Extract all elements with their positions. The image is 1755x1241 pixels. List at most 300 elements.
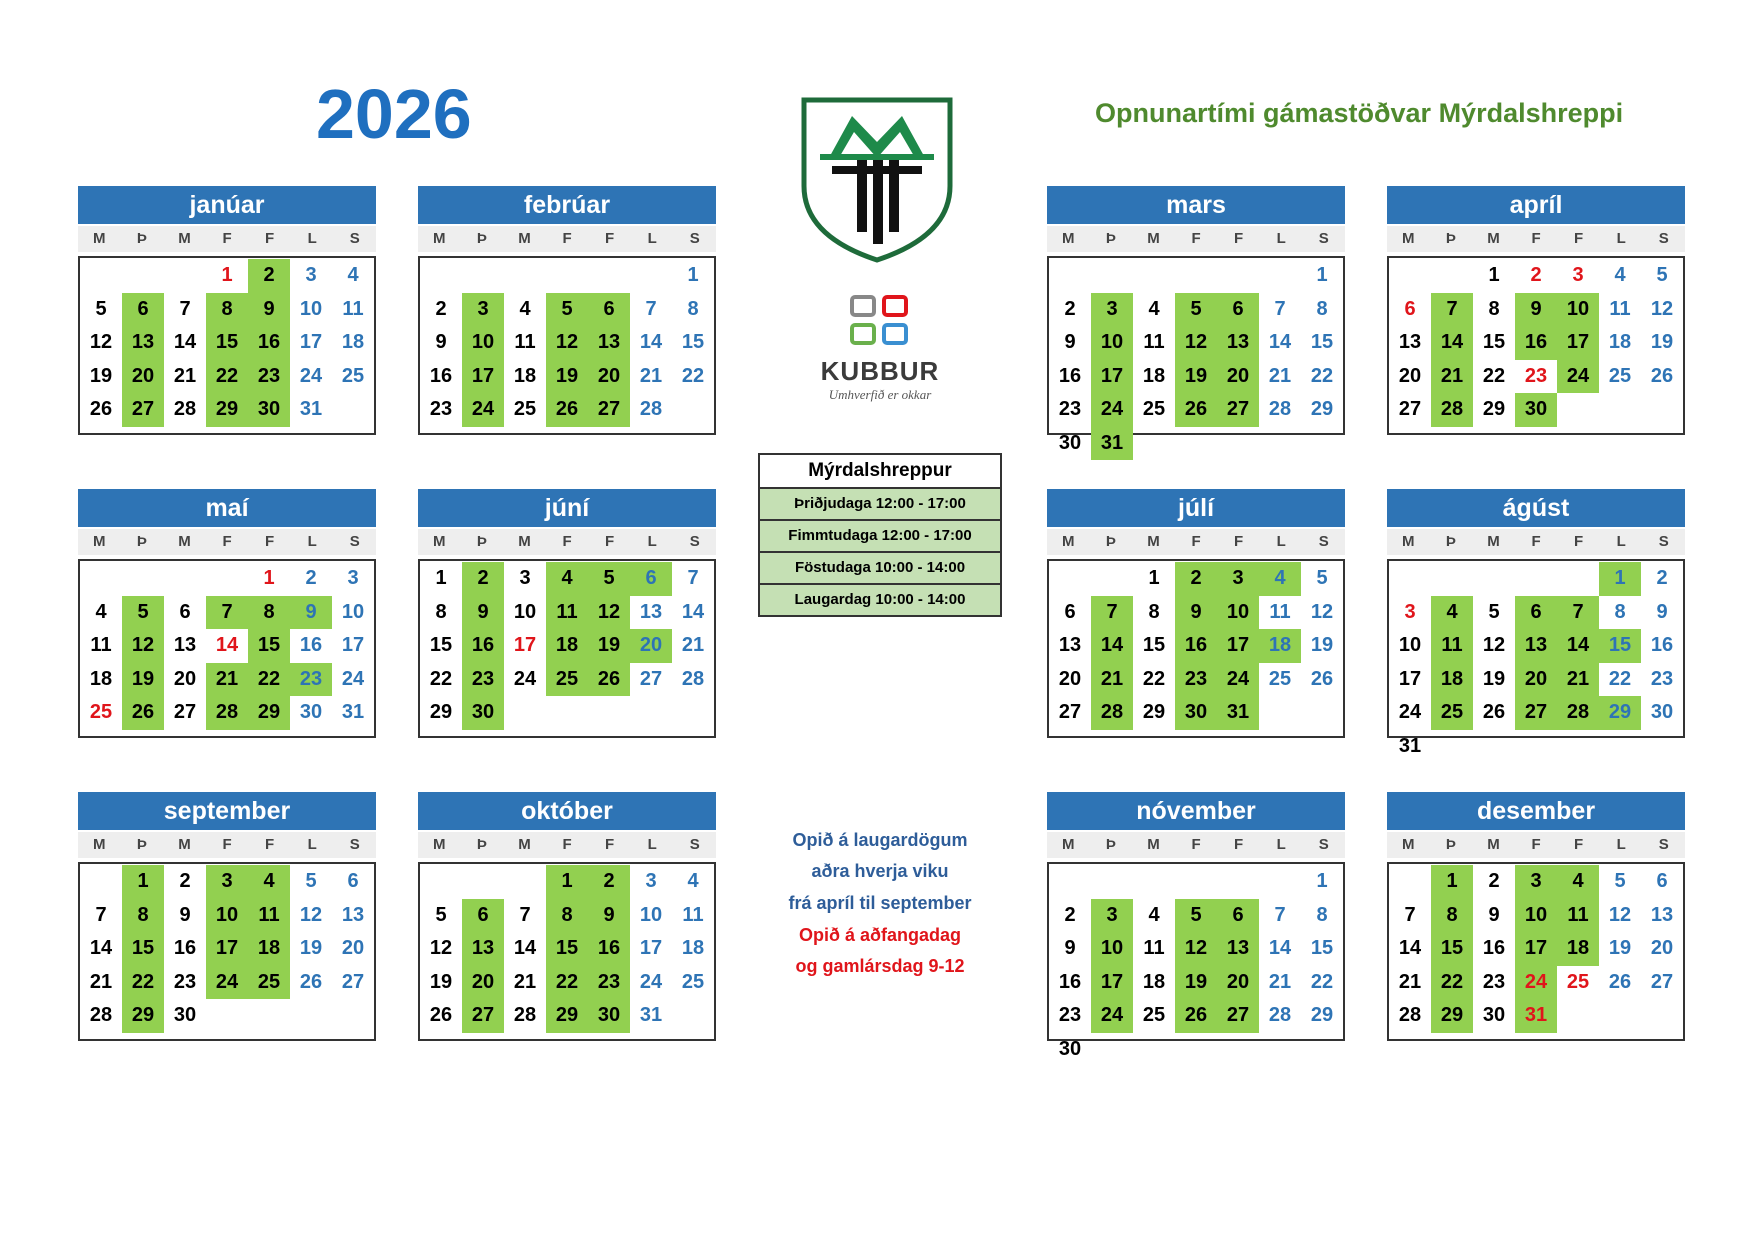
day-cell: 7 xyxy=(645,297,657,320)
day-cell: 4 xyxy=(248,865,290,899)
kubbur-name: KUBBUR xyxy=(820,356,940,386)
empty-cell xyxy=(630,259,672,293)
day-cell: 14 xyxy=(215,634,239,657)
weekday-label: F xyxy=(1191,230,1201,247)
day-grid xyxy=(78,862,376,1041)
weekday-label: Þ xyxy=(476,836,487,853)
day-cell: 4 xyxy=(519,297,531,320)
day-cell: 15 xyxy=(1599,629,1641,663)
day-cell: 15 xyxy=(429,634,453,657)
empty-cell xyxy=(164,562,206,596)
weekday-label: S xyxy=(689,533,700,550)
weekday-label: L xyxy=(647,533,657,550)
kubbur-logo xyxy=(805,295,955,403)
day-cell: 12 xyxy=(1482,634,1506,657)
month-name: september xyxy=(78,792,376,830)
day-cell: 17 xyxy=(1557,326,1599,360)
day-cell: 6 xyxy=(179,600,191,623)
day-cell: 25 xyxy=(1142,1004,1166,1027)
day-cell: 15 xyxy=(1431,932,1473,966)
empty-cell xyxy=(1389,865,1431,899)
day-cell: 14 xyxy=(1431,326,1473,360)
day-cell: 26 xyxy=(546,393,588,427)
day-cell: 5 xyxy=(1316,567,1328,590)
day-cell: 20 xyxy=(122,360,164,394)
day-cell: 9 xyxy=(462,596,504,630)
month-name: desember xyxy=(1387,792,1685,830)
day-cell: 29 xyxy=(1431,999,1473,1033)
weekday-label: F xyxy=(265,230,275,247)
day-cell: 9 xyxy=(1064,331,1076,354)
weekday-header xyxy=(1387,226,1685,252)
day-cell: 5 xyxy=(122,596,164,630)
weekday-label: Þ xyxy=(1105,533,1116,550)
weekday-label: S xyxy=(1658,836,1669,853)
day-cell: 12 xyxy=(1175,326,1217,360)
day-cell: 23 xyxy=(429,398,453,421)
weekday-label: M xyxy=(1402,836,1415,853)
day-cell: 13 xyxy=(122,326,164,360)
shield-logo-icon xyxy=(800,96,954,264)
day-cell: 24 xyxy=(513,667,537,690)
day-cell: 16 xyxy=(1058,364,1082,387)
day-cell: 12 xyxy=(1175,932,1217,966)
weekday-label: S xyxy=(1658,230,1669,247)
weekday-label: L xyxy=(1616,230,1626,247)
day-cell: 18 xyxy=(1557,932,1599,966)
weekday-label: F xyxy=(1531,230,1541,247)
day-cell: 9 xyxy=(435,331,447,354)
day-cell: 23 xyxy=(1175,663,1217,697)
day-cell: 5 xyxy=(1175,899,1217,933)
day-cell: 29 xyxy=(1482,398,1506,421)
day-cell: 21 xyxy=(639,364,663,387)
day-cell: 26 xyxy=(299,970,323,993)
day-cell: 29 xyxy=(122,999,164,1033)
day-cell: 17 xyxy=(1091,360,1133,394)
day-cell: 5 xyxy=(1488,600,1500,623)
day-cell: 24 xyxy=(639,970,663,993)
day-cell: 20 xyxy=(341,937,365,960)
day-cell: 22 xyxy=(1431,966,1473,1000)
day-cell: 18 xyxy=(89,667,113,690)
day-cell: 2 xyxy=(435,297,447,320)
weekday-label: M xyxy=(1147,230,1160,247)
weekday-label: F xyxy=(1234,230,1244,247)
day-cell: 30 xyxy=(1482,1004,1506,1027)
month-name: febrúar xyxy=(418,186,716,224)
empty-cell xyxy=(1431,562,1473,596)
day-cell: 16 xyxy=(429,364,453,387)
month-name: janúar xyxy=(78,186,376,224)
weekday-label: Þ xyxy=(476,533,487,550)
weekday-label: F xyxy=(265,533,275,550)
month-2 xyxy=(418,186,716,435)
day-cell: 12 xyxy=(89,331,113,354)
weekday-label: F xyxy=(1531,533,1541,550)
day-cell: 22 xyxy=(122,966,164,1000)
day-cell: 31 xyxy=(1091,427,1133,461)
weekday-label: M xyxy=(93,533,106,550)
hours-row: Föstudaga 10:00 - 14:00 xyxy=(760,553,1000,585)
day-cell: 21 xyxy=(681,634,705,657)
day-cell: 21 xyxy=(1431,360,1473,394)
day-cell: 30 xyxy=(1650,701,1674,724)
weekday-label: M xyxy=(178,230,191,247)
day-cell: 8 xyxy=(435,600,447,623)
day-cell: 4 xyxy=(95,600,107,623)
day-cell: 11 xyxy=(514,331,536,354)
day-cell: 9 xyxy=(1656,600,1668,623)
day-cell: 29 xyxy=(1310,1004,1334,1027)
day-grid xyxy=(418,256,716,435)
day-cell: 2 xyxy=(1175,562,1217,596)
day-cell: 26 xyxy=(1482,701,1506,724)
recycle-blocks-icon xyxy=(850,295,910,347)
day-cell: 9 xyxy=(290,596,332,630)
day-cell: 12 xyxy=(1608,903,1632,926)
note-line: Opið á laugardögum xyxy=(792,830,968,850)
day-cell: 20 xyxy=(1515,663,1557,697)
day-cell: 20 xyxy=(173,667,197,690)
day-cell: 15 xyxy=(1310,937,1334,960)
day-cell: 15 xyxy=(122,932,164,966)
weekday-label: M xyxy=(1062,533,1075,550)
day-cell: 6 xyxy=(588,293,630,327)
day-cell: 23 xyxy=(1524,364,1548,387)
day-cell: 19 xyxy=(1482,667,1506,690)
empty-cell xyxy=(1049,562,1091,596)
weekday-label: Þ xyxy=(476,230,487,247)
day-cell: 24 xyxy=(1515,966,1557,1000)
day-cell: 3 xyxy=(645,870,657,893)
day-grid xyxy=(1047,256,1345,454)
day-cell: 10 xyxy=(341,600,365,623)
day-cell: 16 xyxy=(1175,629,1217,663)
day-cell: 1 xyxy=(546,865,588,899)
day-cell: 31 xyxy=(639,1004,663,1027)
day-cell: 28 xyxy=(1398,1004,1422,1027)
day-cell: 18 xyxy=(1608,331,1632,354)
day-cell: 29 xyxy=(546,999,588,1033)
day-cell: 20 xyxy=(1058,667,1082,690)
day-cell: 12 xyxy=(1650,297,1674,320)
note-line: og gamlársdag 9-12 xyxy=(795,956,965,976)
day-cell: 11 xyxy=(90,634,112,657)
day-cell: 2 xyxy=(305,567,317,590)
day-cell: 4 xyxy=(347,264,359,287)
day-cell: 26 xyxy=(122,696,164,730)
day-cell: 8 xyxy=(1431,899,1473,933)
day-cell: 19 xyxy=(299,937,323,960)
weekday-label: M xyxy=(93,836,106,853)
empty-cell xyxy=(1091,259,1133,293)
day-cell: 3 xyxy=(519,567,531,590)
day-cell: 1 xyxy=(122,865,164,899)
day-cell: 7 xyxy=(1557,596,1599,630)
weekday-label: F xyxy=(1531,836,1541,853)
day-cell: 17 xyxy=(462,360,504,394)
month-7 xyxy=(1047,489,1345,738)
day-cell: 19 xyxy=(89,364,113,387)
day-cell: 26 xyxy=(588,663,630,697)
day-cell: 20 xyxy=(1398,364,1422,387)
day-cell: 13 xyxy=(1217,326,1259,360)
day-cell: 29 xyxy=(248,696,290,730)
day-cell: 15 xyxy=(206,326,248,360)
weekday-label: S xyxy=(349,230,360,247)
day-cell: 2 xyxy=(179,870,191,893)
empty-cell xyxy=(1091,865,1133,899)
day-grid xyxy=(418,862,716,1041)
day-cell: 3 xyxy=(347,567,359,590)
month-name: maí xyxy=(78,489,376,527)
day-cell: 22 xyxy=(206,360,248,394)
day-cell: 8 xyxy=(122,899,164,933)
day-cell: 12 xyxy=(1310,600,1334,623)
day-cell: 6 xyxy=(1404,297,1416,320)
empty-cell xyxy=(1133,865,1175,899)
month-name: nóvember xyxy=(1047,792,1345,830)
day-cell: 24 xyxy=(1217,663,1259,697)
day-cell: 30 xyxy=(1515,393,1557,427)
weekday-label: F xyxy=(1574,533,1584,550)
day-cell: 14 xyxy=(639,331,663,354)
day-cell: 8 xyxy=(206,293,248,327)
day-cell: 8 xyxy=(1488,297,1500,320)
day-cell: 11 xyxy=(1557,899,1599,933)
opening-hours-table xyxy=(758,453,1002,617)
day-cell: 20 xyxy=(1650,937,1674,960)
month-9 xyxy=(78,792,376,1041)
day-cell: 17 xyxy=(513,634,537,657)
day-cell: 13 xyxy=(462,932,504,966)
day-cell: 28 xyxy=(1557,696,1599,730)
month-name: ágúst xyxy=(1387,489,1685,527)
weekday-label: M xyxy=(1147,836,1160,853)
empty-cell xyxy=(1389,562,1431,596)
weekday-label: S xyxy=(349,836,360,853)
day-cell: 6 xyxy=(1515,596,1557,630)
empty-cell xyxy=(588,259,630,293)
day-cell: 27 xyxy=(1217,999,1259,1033)
empty-cell xyxy=(1515,562,1557,596)
empty-cell xyxy=(1049,259,1091,293)
day-cell: 1 xyxy=(687,264,699,287)
day-cell: 22 xyxy=(429,667,453,690)
day-cell: 13 xyxy=(1058,634,1082,657)
day-cell: 13 xyxy=(1217,932,1259,966)
weekday-label: M xyxy=(433,836,446,853)
day-cell: 28 xyxy=(1268,398,1292,421)
day-cell: 22 xyxy=(1482,364,1506,387)
day-cell: 29 xyxy=(429,701,453,724)
day-cell: 10 xyxy=(299,297,323,320)
day-cell: 3 xyxy=(462,293,504,327)
day-cell: 2 xyxy=(1488,870,1500,893)
weekday-label: L xyxy=(647,836,657,853)
day-cell: 1 xyxy=(435,567,447,590)
weekday-label: M xyxy=(518,533,531,550)
empty-cell xyxy=(164,259,206,293)
day-cell: 14 xyxy=(513,937,537,960)
weekday-label: M xyxy=(518,836,531,853)
day-cell: 15 xyxy=(546,932,588,966)
day-cell: 18 xyxy=(1142,970,1166,993)
day-cell: 24 xyxy=(1091,393,1133,427)
day-cell: 31 xyxy=(299,398,323,421)
weekday-label: Þ xyxy=(1445,230,1456,247)
day-cell: 4 xyxy=(687,870,699,893)
day-cell: 19 xyxy=(1650,331,1674,354)
day-cell: 23 xyxy=(1482,970,1506,993)
day-cell: 11 xyxy=(682,903,704,926)
weekday-label: M xyxy=(1487,836,1500,853)
empty-cell xyxy=(546,259,588,293)
day-cell: 24 xyxy=(1557,360,1599,394)
day-cell: 6 xyxy=(462,899,504,933)
day-cell: 3 xyxy=(1091,293,1133,327)
weekday-label: M xyxy=(93,230,106,247)
empty-cell xyxy=(80,259,122,293)
day-grid xyxy=(418,559,716,738)
day-cell: 11 xyxy=(248,899,290,933)
day-cell: 7 xyxy=(1431,293,1473,327)
weekday-label: F xyxy=(265,836,275,853)
note-line: Opið á aðfangadag xyxy=(798,925,962,945)
day-cell: 28 xyxy=(681,667,705,690)
page-title: Opnunartími gámastöðvar Mýrdalshreppi xyxy=(1095,98,1624,128)
day-cell: 23 xyxy=(173,970,197,993)
day-cell: 24 xyxy=(206,966,248,1000)
day-cell: 13 xyxy=(1515,629,1557,663)
day-cell: 19 xyxy=(1175,360,1217,394)
day-cell: 13 xyxy=(1398,331,1422,354)
day-cell: 27 xyxy=(1058,701,1082,724)
day-cell: 10 xyxy=(513,600,537,623)
day-cell: 26 xyxy=(1608,970,1632,993)
day-cell: 21 xyxy=(1398,970,1422,993)
day-cell: 3 xyxy=(1572,264,1584,287)
weekday-label: L xyxy=(647,230,657,247)
day-cell: 9 xyxy=(588,899,630,933)
day-cell: 2 xyxy=(248,259,290,293)
day-cell: 26 xyxy=(1175,393,1217,427)
weekday-header xyxy=(78,832,376,858)
day-cell: 24 xyxy=(341,667,365,690)
weekday-label: L xyxy=(1616,836,1626,853)
day-cell: 20 xyxy=(462,966,504,1000)
empty-cell xyxy=(1175,259,1217,293)
weekday-header xyxy=(1387,832,1685,858)
weekday-label: M xyxy=(1402,230,1415,247)
month-8 xyxy=(1387,489,1685,757)
day-cell: 21 xyxy=(1268,970,1292,993)
weekday-label: M xyxy=(518,230,531,247)
day-cell: 28 xyxy=(89,1004,113,1027)
day-cell: 1 xyxy=(221,264,233,287)
day-cell: 15 xyxy=(248,629,290,663)
day-cell: 21 xyxy=(1557,663,1599,697)
day-cell: 5 xyxy=(305,870,317,893)
weekday-label: Þ xyxy=(136,533,147,550)
weekday-label: F xyxy=(1191,836,1201,853)
day-cell: 13 xyxy=(1650,903,1674,926)
weekday-label: M xyxy=(433,230,446,247)
hours-heading: Mýrdalshreppur xyxy=(760,455,1000,489)
year-title: 2026 xyxy=(316,75,472,153)
day-cell: 16 xyxy=(1482,937,1506,960)
day-cell: 3 xyxy=(206,865,248,899)
day-cell: 23 xyxy=(588,966,630,1000)
day-cell: 24 xyxy=(1398,701,1422,724)
hours-row: Þriðjudaga 12:00 - 17:00 xyxy=(760,489,1000,521)
weekday-label: Þ xyxy=(1105,836,1116,853)
day-cell: 22 xyxy=(1142,667,1166,690)
day-cell: 18 xyxy=(513,364,537,387)
day-cell: 5 xyxy=(1175,293,1217,327)
day-cell: 21 xyxy=(206,663,248,697)
day-cell: 23 xyxy=(248,360,290,394)
day-cell: 21 xyxy=(513,970,537,993)
day-cell: 23 xyxy=(290,663,332,697)
weekday-header xyxy=(78,226,376,252)
day-cell: 12 xyxy=(588,596,630,630)
day-grid xyxy=(1047,559,1345,738)
day-cell: 20 xyxy=(630,629,672,663)
day-cell: 27 xyxy=(1515,696,1557,730)
month-3 xyxy=(1047,186,1345,454)
day-cell: 6 xyxy=(630,562,672,596)
day-cell: 20 xyxy=(1217,360,1259,394)
day-cell: 29 xyxy=(1310,398,1334,421)
day-cell: 3 xyxy=(1515,865,1557,899)
day-cell: 3 xyxy=(1404,600,1416,623)
day-cell: 16 xyxy=(299,634,323,657)
weekday-label: M xyxy=(1487,533,1500,550)
day-cell: 7 xyxy=(687,567,699,590)
weekday-label: S xyxy=(1658,533,1669,550)
weekday-header xyxy=(418,832,716,858)
day-grid xyxy=(1387,256,1685,435)
day-cell: 10 xyxy=(1515,899,1557,933)
day-cell: 5 xyxy=(95,297,107,320)
day-cell: 14 xyxy=(173,331,197,354)
day-cell: 11 xyxy=(1143,937,1165,960)
day-cell: 16 xyxy=(1650,634,1674,657)
day-cell: 30 xyxy=(462,696,504,730)
day-cell: 2 xyxy=(1064,297,1076,320)
weekday-label: M xyxy=(1402,533,1415,550)
empty-cell xyxy=(420,259,462,293)
day-cell: 1 xyxy=(1316,870,1328,893)
month-6 xyxy=(418,489,716,738)
month-12 xyxy=(1387,792,1685,1041)
day-cell: 3 xyxy=(1091,899,1133,933)
weekday-label: M xyxy=(178,533,191,550)
day-cell: 11 xyxy=(1143,331,1165,354)
month-name: júní xyxy=(418,489,716,527)
day-cell: 13 xyxy=(173,634,197,657)
weekday-label: Þ xyxy=(1445,533,1456,550)
day-cell: 14 xyxy=(1091,629,1133,663)
day-cell: 24 xyxy=(299,364,323,387)
day-cell: 19 xyxy=(1310,634,1334,657)
day-cell: 25 xyxy=(1566,970,1590,993)
day-cell: 31 xyxy=(1217,696,1259,730)
day-cell: 17 xyxy=(1091,966,1133,1000)
day-cell: 8 xyxy=(546,899,588,933)
